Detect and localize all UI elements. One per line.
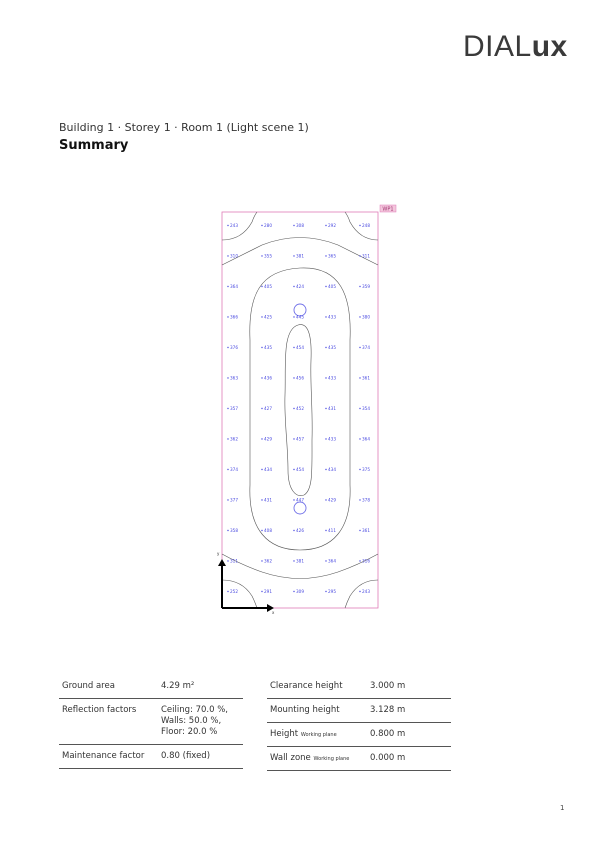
summary-table-right — [267, 675, 451, 771]
summary-row-maintenance-factor — [59, 745, 243, 769]
summary-value: 3.128 m — [370, 705, 406, 715]
summary-label: Maintenance factor — [62, 751, 145, 761]
illuminance-plan — [212, 200, 412, 619]
grid-point — [227, 530, 228, 531]
illuminance-value: 435 — [264, 345, 272, 350]
summary-label: Reflection factors — [62, 705, 137, 715]
illuminance-value: 362 — [264, 558, 272, 564]
summary-row-wall-zone — [267, 747, 451, 771]
grid-point — [227, 560, 228, 561]
grid-point — [227, 377, 228, 378]
grid-point — [227, 286, 228, 287]
illuminance-value: 380 — [362, 314, 370, 320]
logo-part-dial: DIAL — [463, 30, 532, 63]
grid-point — [227, 316, 228, 317]
illuminance-value: 363 — [230, 375, 238, 381]
grid-point — [261, 530, 262, 531]
summary-label: Mounting height — [270, 705, 340, 715]
illuminance-value: 374 — [362, 345, 370, 350]
illuminance-value: 433 — [328, 314, 336, 320]
grid-point — [325, 530, 326, 531]
grid-point — [293, 316, 294, 317]
grid-point — [359, 438, 360, 439]
grid-point — [261, 286, 262, 287]
summary-table-left — [59, 675, 243, 769]
grid-point — [293, 377, 294, 378]
grid-point — [261, 469, 262, 470]
summary-label: Height Working plane — [270, 729, 337, 739]
page-title: Summary — [59, 138, 129, 153]
grid-point — [293, 347, 294, 348]
illuminance-value: 361 — [362, 375, 370, 381]
grid-point — [261, 347, 262, 348]
grid-point — [261, 499, 262, 500]
breadcrumb: Building 1 · Storey 1 · Room 1 (Light scene 1) — [59, 121, 309, 134]
illuminance-value: 454 — [296, 345, 304, 350]
illuminance-value: 359 — [362, 284, 370, 289]
grid-point — [261, 316, 262, 317]
wp-badge-label: WP1 — [382, 206, 394, 213]
illuminance-value: 361 — [362, 528, 370, 533]
illuminance-value: 316 — [362, 558, 370, 564]
grid-point — [227, 591, 228, 592]
grid-point — [359, 499, 360, 500]
illuminance-value: 424 — [296, 284, 304, 289]
illuminance-value: 295 — [328, 589, 336, 594]
illuminance-value: 433 — [328, 375, 336, 381]
grid-point — [359, 530, 360, 531]
grid-point — [227, 438, 228, 439]
illuminance-value: 429 — [264, 436, 272, 442]
illuminance-value: 457 — [296, 436, 304, 442]
illuminance-value: 454 — [296, 467, 304, 472]
illuminance-value: 434 — [264, 467, 272, 472]
illuminance-value: 436 — [264, 375, 272, 381]
illuminance-value: 362 — [230, 436, 238, 442]
grid-point — [227, 347, 228, 348]
illuminance-value: 381 — [296, 558, 304, 564]
illuminance-value: 365 — [328, 253, 336, 259]
illuminance-value: 364 — [230, 284, 238, 289]
summary-row-clearance-height — [267, 675, 451, 699]
illuminance-value: 405 — [264, 284, 272, 289]
grid-point — [325, 591, 326, 592]
grid-point — [359, 591, 360, 592]
grid-point — [325, 469, 326, 470]
illuminance-value: 447 — [296, 497, 304, 503]
grid-point — [261, 438, 262, 439]
illuminance-value: 243 — [362, 589, 370, 594]
x-axis-label: x — [272, 610, 275, 615]
illuminance-value: 434 — [328, 467, 336, 472]
grid-point — [325, 499, 326, 500]
illuminance-value: 374 — [230, 467, 238, 472]
summary-label: Wall zone Working plane — [270, 753, 350, 763]
grid-point — [293, 499, 294, 500]
grid-point — [359, 316, 360, 317]
grid-point — [325, 408, 326, 409]
summary-label: Ground area — [62, 681, 115, 691]
illuminance-value: 310 — [230, 253, 238, 259]
grid-point — [359, 347, 360, 348]
illuminance-value: 427 — [264, 406, 272, 411]
luminaire-bottom — [294, 502, 306, 514]
dialux-logo — [463, 30, 568, 64]
illuminance-value: 357 — [230, 406, 238, 411]
illuminance-value: 431 — [328, 406, 336, 411]
grid-point — [325, 377, 326, 378]
grid-point — [227, 499, 228, 500]
grid-point — [261, 225, 262, 226]
summary-value: 0.800 m — [370, 729, 406, 739]
illuminance-value: 405 — [328, 284, 336, 289]
grid-point — [293, 530, 294, 531]
grid-point — [293, 286, 294, 287]
illuminance-value: 364 — [328, 558, 336, 564]
grid-point — [325, 560, 326, 561]
summary-value: 0.80 (fixed) — [161, 751, 211, 761]
illuminance-value-grid — [227, 223, 370, 594]
grid-point — [359, 408, 360, 409]
grid-point — [359, 286, 360, 287]
logo-part-ux: ux — [531, 30, 568, 63]
grid-point — [325, 225, 326, 226]
grid-point — [227, 408, 228, 409]
illuminance-value: 378 — [362, 497, 370, 503]
illuminance-value: 355 — [264, 253, 272, 259]
page-number: 1 — [560, 804, 565, 812]
illuminance-value: 425 — [264, 314, 272, 320]
illuminance-value: 280 — [264, 223, 272, 228]
grid-point — [261, 255, 262, 256]
grid-point — [227, 255, 228, 256]
grid-point — [261, 560, 262, 561]
summary-row-ground-area — [59, 675, 243, 699]
grid-point — [359, 255, 360, 256]
summary-row-height — [267, 723, 451, 747]
grid-point — [293, 255, 294, 256]
grid-point — [325, 286, 326, 287]
grid-point — [325, 347, 326, 348]
grid-point — [325, 438, 326, 439]
illuminance-value: 431 — [264, 497, 272, 503]
illuminance-value: 364 — [362, 436, 370, 442]
illuminance-value: 376 — [230, 345, 238, 350]
illuminance-value: 292 — [328, 223, 336, 228]
illuminance-value: 308 — [296, 223, 304, 228]
summary-value: 0.000 m — [370, 753, 406, 763]
y-axis-arrow — [218, 559, 226, 566]
grid-point — [359, 377, 360, 378]
illuminance-value: 377 — [230, 497, 238, 503]
illuminance-value: 291 — [264, 589, 272, 594]
illuminance-value: 426 — [296, 528, 304, 533]
summary-value: Ceiling: 70.0 %, Walls: 50.0 %, Floor: 20.0 % — [161, 705, 229, 737]
illuminance-value: 366 — [230, 314, 238, 320]
grid-point — [261, 591, 262, 592]
illuminance-value: 452 — [296, 406, 304, 411]
grid-point — [227, 469, 228, 470]
summary-label: Clearance height — [270, 681, 343, 691]
summary-row-reflection-factors — [59, 699, 243, 745]
summary-row-mounting-height — [267, 699, 451, 723]
illuminance-value: 445 — [296, 314, 304, 320]
y-axis-label: y — [217, 551, 220, 556]
summary-value: 4.29 m² — [161, 681, 195, 691]
grid-point — [293, 591, 294, 592]
grid-point — [261, 377, 262, 378]
illuminance-value: 411 — [328, 528, 336, 533]
illuminance-value: 456 — [296, 375, 304, 381]
grid-point — [227, 225, 228, 226]
grid-point — [293, 469, 294, 470]
illuminance-value: 433 — [328, 436, 336, 442]
grid-point — [293, 225, 294, 226]
illuminance-value: 381 — [296, 253, 304, 259]
grid-point — [293, 560, 294, 561]
plan-svg — [212, 200, 412, 615]
illuminance-value: 311 — [362, 253, 370, 259]
grid-point — [325, 316, 326, 317]
grid-point — [261, 408, 262, 409]
illuminance-value: 354 — [362, 406, 370, 411]
grid-point — [293, 408, 294, 409]
illuminance-value: 252 — [230, 589, 238, 594]
illuminance-value: 248 — [362, 223, 370, 228]
illuminance-value: 311 — [230, 558, 238, 564]
grid-point — [359, 469, 360, 470]
illuminance-value: 375 — [362, 467, 370, 472]
grid-point — [359, 560, 360, 561]
illuminance-value: 435 — [328, 345, 336, 350]
grid-point — [359, 225, 360, 226]
illuminance-value: 358 — [230, 528, 238, 533]
illuminance-value: 309 — [296, 589, 304, 594]
summary-value: 3.000 m — [370, 681, 406, 691]
grid-point — [293, 438, 294, 439]
illuminance-value: 429 — [328, 497, 336, 503]
illuminance-value: 408 — [264, 528, 272, 533]
grid-point — [325, 255, 326, 256]
illuminance-value: 243 — [230, 223, 238, 228]
